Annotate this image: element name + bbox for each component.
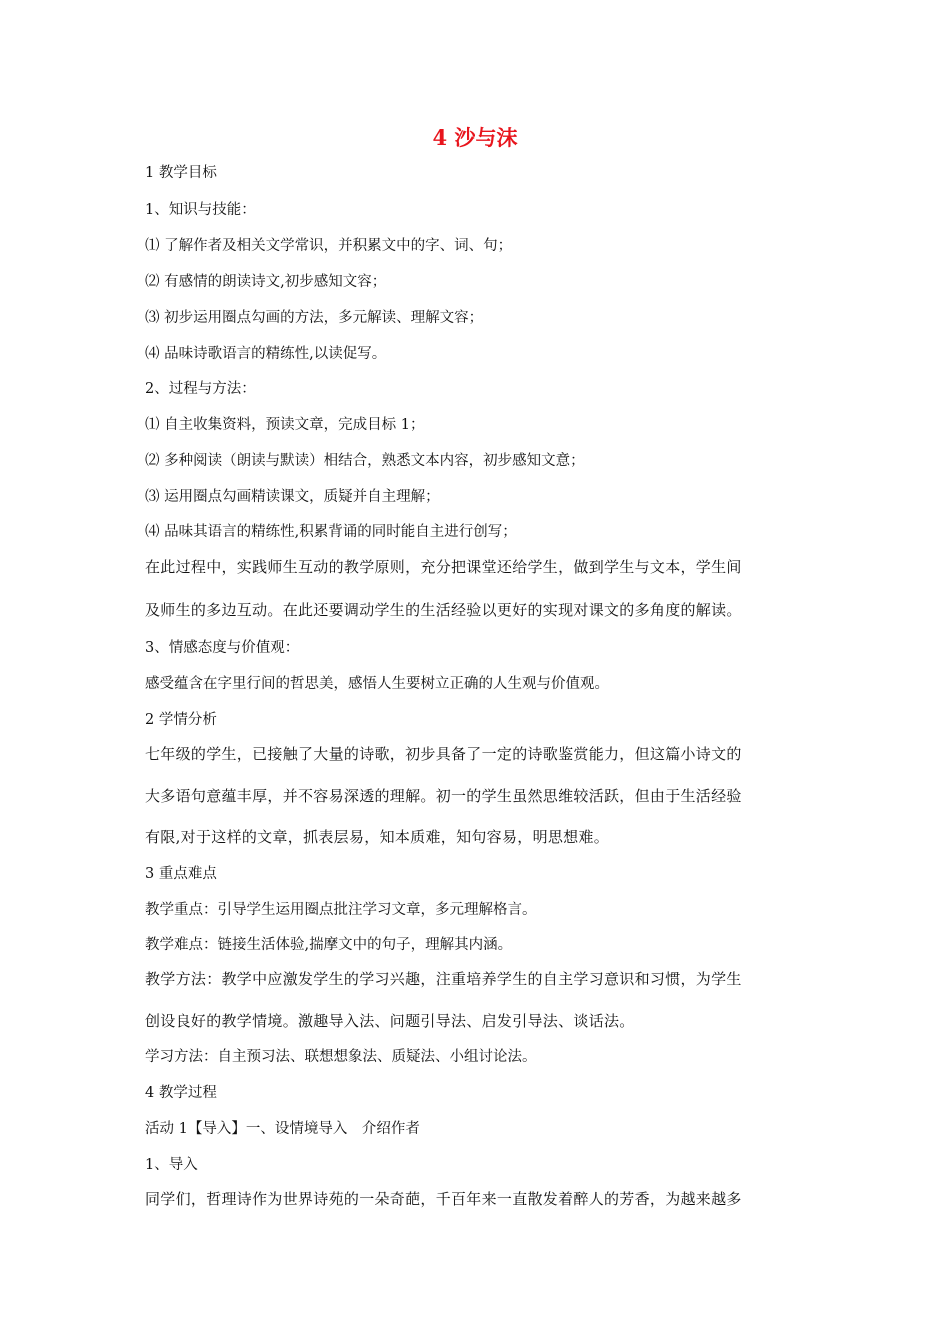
paragraph-line: 学习方法：自主预习法、联想想象法、质疑法、小组讨论法。: [145, 1049, 537, 1065]
list-item: ⑶ 运用圈点勾画精读课文，质疑并自主理解；: [145, 489, 440, 505]
list-item: ⑷ 品味诗歌语言的精练性,以读促写。: [145, 346, 387, 362]
paragraph-line: 教学方法：教学中应激发学生的学习兴趣，注重培养学生的自主学习意识和习惯，为学生: [145, 970, 742, 988]
section-heading-process: 4 教学过程: [145, 1085, 217, 1101]
list-item: ⑵ 有感情的朗读诗文,初步感知文容；: [145, 274, 387, 290]
list-item: ⑵ 多种阅读（朗读与默读）相结合，熟悉文本内容，初步感知文意；: [145, 453, 585, 469]
paragraph-line: 感受蕴含在字里行间的哲思美，感悟人生要树立正确的人生观与价值观。: [145, 676, 609, 692]
paragraph-line: 教学重点：引导学生运用圈点批注学习文章，多元理解格言。: [145, 902, 537, 918]
paragraph-line: 及师生的多边互动。在此还要调动学生的生活经验以更好的实现对课文的多角度的解读。: [145, 601, 742, 619]
paragraph-line: 教学难点：链接生活体验,揣摩文中的句子，理解其内涵。: [145, 937, 513, 953]
section-heading-analysis: 2 学情分析: [145, 712, 217, 728]
list-item: ⑷ 品味其语言的精练性,积累背诵的同时能自主进行创写；: [145, 524, 517, 540]
document-title: 4 沙与沫: [432, 125, 518, 150]
paragraph-line: 大多语句意蕴丰厚，并不容易深透的理解。初一的学生虽然思维较活跃，但由于生活经验: [145, 787, 742, 805]
list-item: ⑶ 初步运用圈点勾画的方法，多元解读、理解文容；: [145, 310, 484, 326]
section-heading-objectives: 1 教学目标: [145, 165, 217, 181]
paragraph-line: 七年级的学生，已接触了大量的诗歌，初步具备了一定的诗歌鉴赏能力，但这篇小诗文的: [145, 745, 742, 763]
paragraph-line: 创设良好的教学情境。激趣导入法、问题引导法、启发引导法、谈话法。: [145, 1012, 635, 1030]
paragraph-line: 在此过程中，实践师生互动的教学原则，充分把课堂还给学生，做到学生与文本，学生间: [145, 558, 742, 576]
list-item: ⑴ 了解作者及相关文学常识，并积累文中的字、词、句；: [145, 238, 513, 254]
section-heading-key-points: 3 重点难点: [145, 866, 217, 882]
subheading-emotion-values: 3、情感态度与价值观：: [145, 640, 300, 656]
paragraph-line: 同学们，哲理诗作为世界诗苑的一朵奇葩，千百年来一直散发着醉人的芳香，为越来越多: [145, 1190, 742, 1208]
list-item: ⑴ 自主收集资料，预读文章，完成目标 1；: [145, 417, 425, 433]
paragraph-line: 有限,对于这样的文章，抓表层易，知本质难，知句容易，明思想难。: [145, 828, 610, 846]
subheading-knowledge-skills: 1、知识与技能：: [145, 202, 256, 218]
subheading-process-methods: 2、过程与方法：: [145, 381, 256, 397]
activity-heading: 活动 1【导入】一、设情境导入 介绍作者: [145, 1121, 420, 1137]
subheading-introduction: 1、导入: [145, 1157, 198, 1173]
